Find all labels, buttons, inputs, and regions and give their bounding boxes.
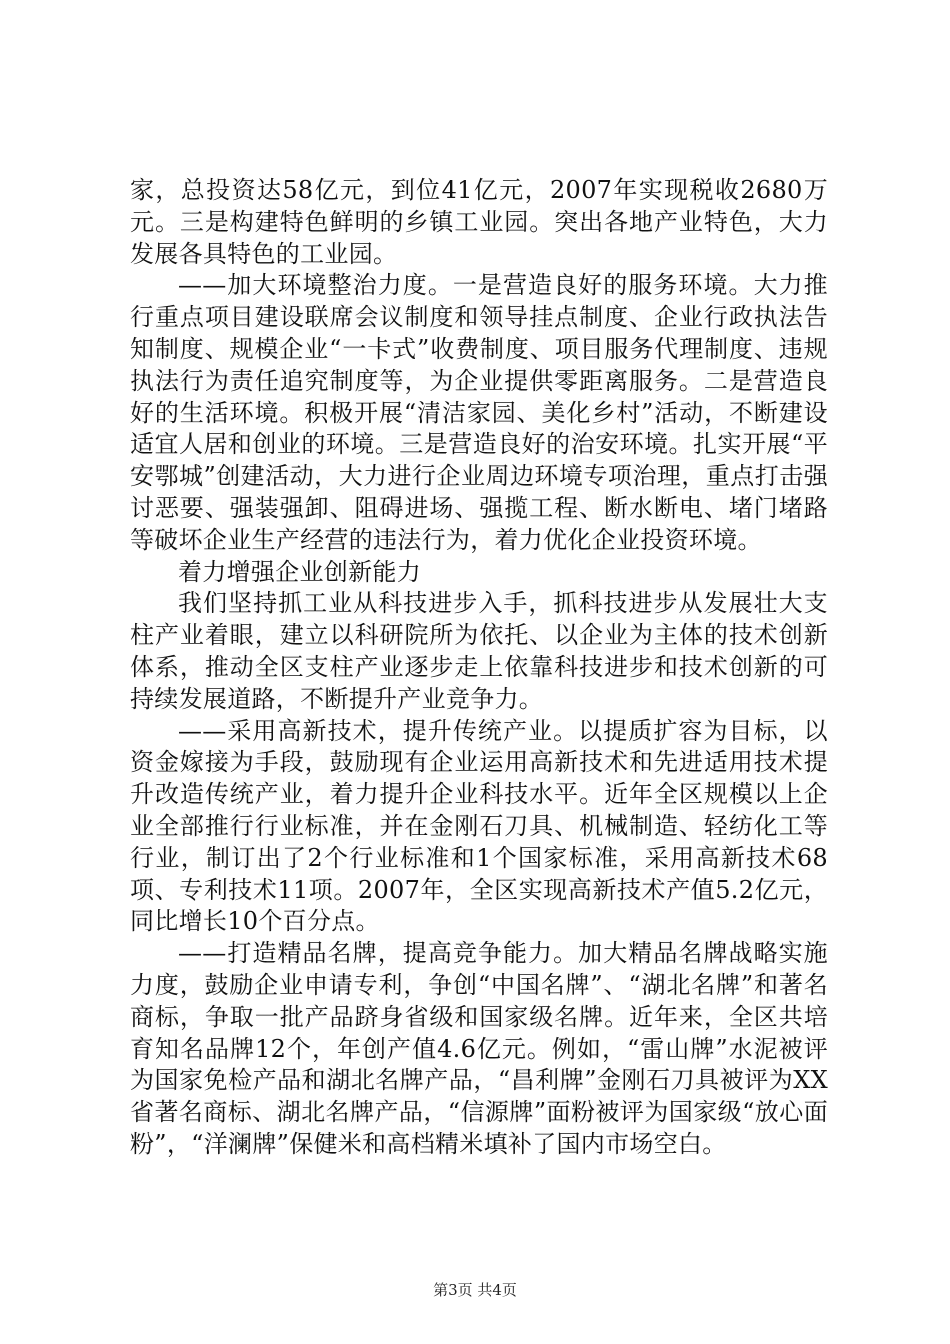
paragraph-4: ——采用高新技术，提升传统产业。以提质扩容为目标，以资金嫁接为手段，鼓励现有企业运用高新技术和先进适用技术提升改造传统产业，着力提升企业科技水平。近年全区规模以上企业全部推行行业标准，并在金刚石刀具、机械制造、轻纺化工等行业，制订出了2个行业标准和1个国家标准，采用高新技术68项、专利技术11项。2007年，全区实现高新技术产值5.2亿元，同比增长10个百分点。	[130, 716, 828, 936]
paragraph-2: ——加大环境整治力度。一是营造良好的服务环境。大力推行重点项目建设联席会议制度和领导挂点制度、企业行政执法告知制度、规模企业“一卡式”收费制度、项目服务代理制度、违规执法行为责任追究制度等，为企业提供零距离服务。二是营造良好的生活环境。积极开展“清洁家园、美化乡村”活动，不断建设适宜人居和创业的环境。三是营造良好的治安环境。扎实开展“平安鄂城”创建活动，大力进行企业周边环境专项治理，重点打击强讨恶要、强装强卸、阻碍进场、强揽工程、断水断电、堵门堵路等破坏企业生产经营的违法行为，着力优化企业投资环境。	[130, 271, 828, 554]
section-heading: 着力增强企业创新能力	[178, 557, 421, 586]
page-footer: 第3页 共4页	[433, 1281, 517, 1299]
paragraph-5: ——打造精品名牌，提高竞争能力。加大精品名牌战略实施力度，鼓励企业申请专利，争创“中国名牌”、“湖北名牌”和著名商标，争取一批产品跻身省级和国家级名牌。近年来，全区共培育知名品牌12个，年创产值4.6亿元。例如，“雷山牌”水泥被评为国家免检产品和湖北名牌产品，“昌利牌”金刚石刀具被评为XX省著名商标、湖北名牌产品，“信源牌”面粉被评为国家级“放心面粉”，“洋澜牌”保健米和高档精米填补了国内市场空白。	[130, 939, 828, 1158]
paragraph-3: 我们坚持抓工业从科技进步入手，抓科技进步从发展壮大支柱产业着眼，建立以科研院所为依托、以企业为主体的技术创新体系，推动全区支柱产业逐步走上依靠科技进步和技术创新的可持续发展道路，不断提升产业竞争力。	[130, 589, 828, 713]
document-body	[130, 175, 828, 1161]
paragraph-1: 家，总投资达58亿元，到位41亿元，2007年实现税收2680万元。三是构建特色鲜明的乡镇工业园。突出各地产业特色，大力发展各具特色的工业园。	[130, 176, 828, 268]
